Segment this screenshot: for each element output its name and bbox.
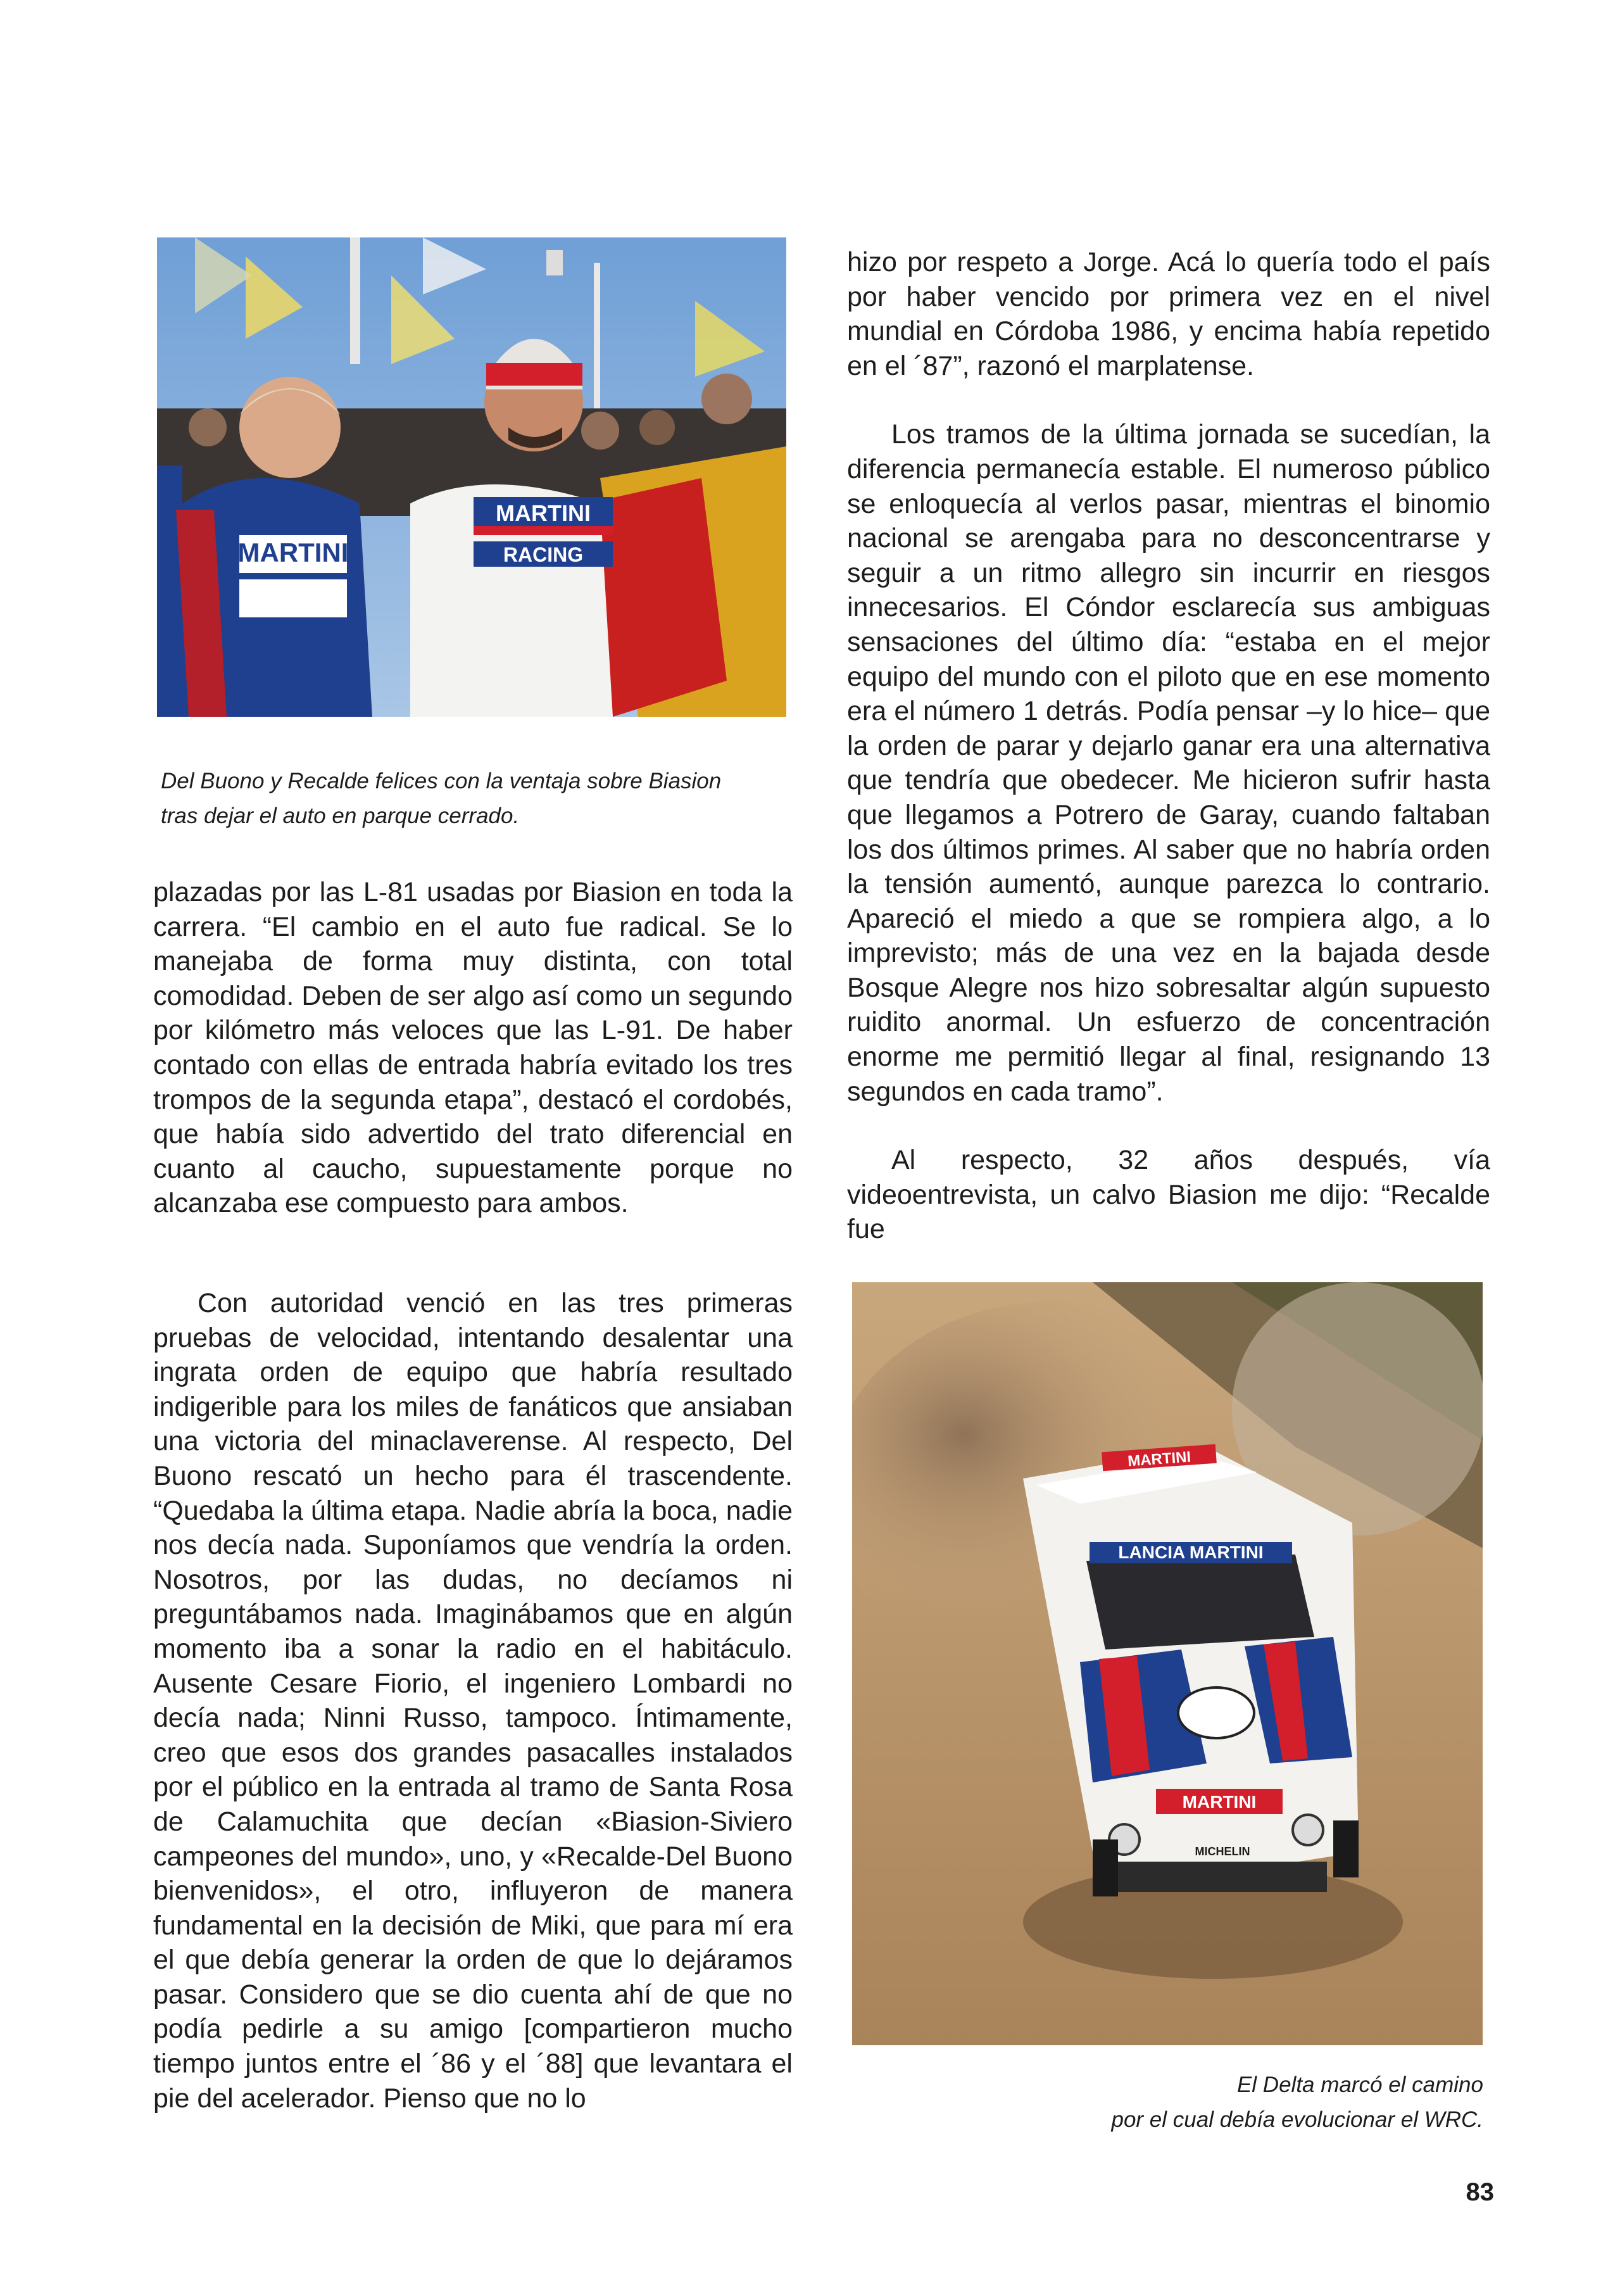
paragraph: Con autoridad venció en las tres primeras pruebas de velocidad, intentando desalentar una ingrata orden de equipo que habría resultado indigerible para los miles de fanáticos que ansiaban una victoria del minaclaverense. Al respecto, Del Buono rescató un hecho para él trascendente. “Quedaba la última etapa. Nadie abría la boca, nadie nos decía nada. Suponíamos que vendría la orden. Nosotros, por las dudas, no decíamos ni preguntábamos nada. Imaginábamos que en algún momento iba a sonar la radio en el habitáculo. Ausente Cesare Fiorio, el ingeniero Lombardi no decía nada; Ninni Russo, tampoco. Íntimamente, creo que esos dos grandes pasacalles instalados por el público en la entrada al tramo de Santa Rosa de Calamuchita que decían «Biasion-Siviero campeones del mundo», uno, y «Recalde-Del Buono bienvenidos», el otro, influyeron de manera fundamental en la decisión de Miki, que para mí era el que debía generar la orden de que lo dejáramos pasar. Considero que se dio cuenta ahí de que no podía pedirle a su amigo [compartieron mucho tiempo juntos entre el ´86 y el ´88] que levantara el pie del acelerador. Pienso que no lo (153, 1288, 793, 2114)
paragraph: Al respecto, 32 años después, vía videoentrevista, un calvo Biasion me dijo: “Recalde fue (847, 1145, 1490, 1245)
top-photo-caption (161, 764, 794, 833)
left-suit-text: MARTINI (237, 538, 349, 567)
left-column-top (153, 875, 793, 1221)
hood-text: MARTINI (1182, 1792, 1257, 1812)
paragraph: Los tramos de la última jornada se sucedían, la diferencia permanecía estable. El numeroso público se enloquecía al verlos pasar, mientras el binomio nacional se arengaba para no desconcentrarse y seguir a un ritmo allegro sin incurrir en riesgos innecesarios. El Cóndor esclarecía sus ambiguas sensaciones del último día: “estaba en el mejor equipo del mundo con el piloto que en ese momento era el número 1 detrás. Podía pensar –y lo hice– que la orden de parar y dejarlo ganar era una alternativa que tendría que obedecer. Me hicieron sufrir hasta que llegamos a Potrero de Garay, cuando faltaban los dos últimos primes. Al saber que no habría orden la tensión aumentó, aunque parezca lo contrario. Apareció el miedo a que se rompiera algo, a lo imprevisto; más de una vez en la bajada desde Bosque Alegre nos hizo sobresaltar algún supuesto ruidito anormal. Un esfuerzo de concentración enorme me permitió llegar al final, resignando 13 segundos en cada tramo”. (847, 419, 1490, 1107)
left-column-bottom (153, 1286, 793, 2116)
page-number: 83 (1466, 2178, 1494, 2206)
paragraph: plazadas por las L-81 usadas por Biasion en toda la carrera. “El cambio en el auto fue radical. Se lo manejaba de forma muy distinta, con total comodidad. Deben de ser algo así como un segundo por kilómetro más veloces que las L-91. De haber contado con ellas de entrada habría evitado los tres trompos de la segunda etapa”, destacó el cordobés, que había sido advertido del trato diferencial en cuanto al caucho, supuestamente porque no alcanzaba ese compuesto para ambos. (153, 877, 793, 1219)
paragraph: hizo por respeto a Jorge. Acá lo quería todo el país por haber vencido por primera vez en el nivel mundial en Córdoba 1986, y encima había repetido en el ´87”, razonó el marplatense. (847, 247, 1490, 381)
caption-line: por el cual debía evolucionar el WRC. (1111, 2107, 1483, 2132)
drivers-photo-image (157, 237, 786, 717)
rally-car-photo-image (852, 1282, 1483, 2045)
rally-car-photo (852, 1282, 1483, 2045)
bumper-text: MICHELIN (1195, 1845, 1250, 1858)
right-suit-text-2: RACING (503, 543, 584, 566)
caption-line: Del Buono y Recalde felices con la ventaja sobre Biasion (161, 769, 722, 793)
right-suit-text: MARTINI (496, 500, 591, 526)
caption-line: El Delta marcó el camino (1236, 2072, 1483, 2097)
drivers-photo (157, 237, 786, 717)
windshield-banner-text: LANCIA MARTINI (1118, 1542, 1264, 1562)
roof-text: MARTINI (1127, 1448, 1191, 1470)
car-photo-caption (823, 2067, 1483, 2137)
right-column (847, 245, 1490, 1247)
caption-line: tras dejar el auto en parque cerrado. (161, 804, 520, 828)
